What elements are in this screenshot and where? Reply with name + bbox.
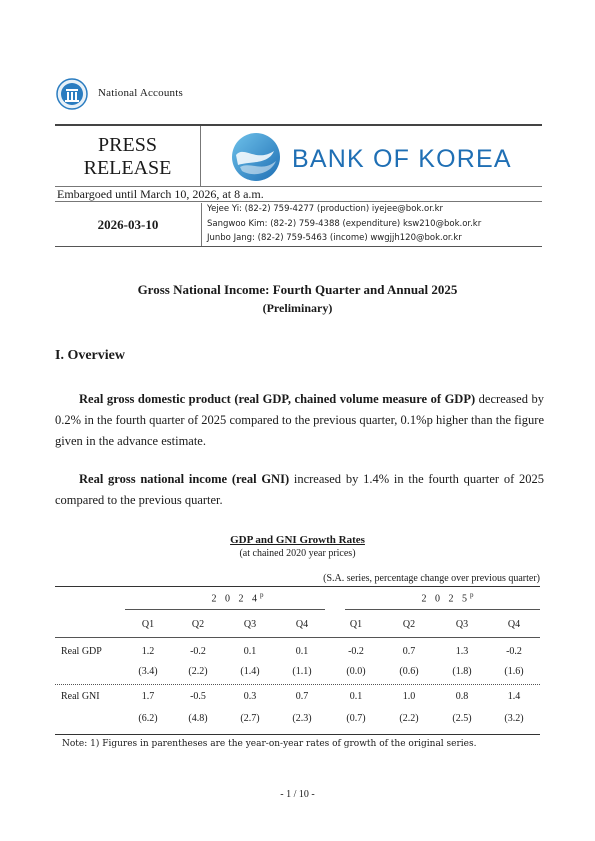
table-cell: (2.3) [292,713,312,724]
table-cell: (6.2) [138,713,158,724]
table-row [55,666,540,682]
press-release-label [55,126,201,186]
year-label: 2 0 2 4 [211,593,260,605]
paragraph-gni [55,469,544,511]
table-cell: (3.4) [138,666,158,677]
table-cell: 0.7 [402,646,416,657]
table-cell: (1.8) [452,666,472,677]
table-row [55,713,540,729]
contact-line: Sangwoo Kim: (82-2) 759-4388 (expenditure) ksw210@bok.or.kr [207,218,482,229]
contact-line: Yejee Yi: (82-2) 759-4277 (production) iyejee@bok.or.kr [207,204,444,214]
quarter-header: Q2 [191,619,205,630]
table-cell: (3.2) [504,713,524,724]
table-cell: (2.2) [399,713,419,724]
year-sup: p [260,591,264,599]
page-number: - 1 / 10 - [280,789,315,800]
table-cell: -0.2 [190,646,206,657]
embargo-line: Embargoed until March 10, 2026, at 8 a.m. [55,186,542,202]
release-date: 2026-03-10 [55,203,202,246]
section-heading: I. Overview [55,348,125,363]
document-subtitle: (Preliminary) [262,301,333,315]
table-cell: (0.7) [346,713,366,724]
year-header-2025 [360,591,535,604]
contacts-list [207,202,481,246]
table-cell: 0.1 [349,691,363,702]
table-row [55,646,540,662]
press-label-line1: PRESS [98,134,157,156]
table-cell: (1.6) [504,666,524,677]
table-cell: (1.4) [240,666,260,677]
row-label: Real GDP [61,646,102,657]
contact-line: Junbo Jang: (82-2) 759-5463 (income) wwgjjh120@bok.or.kr [207,233,462,243]
press-release-box [55,124,542,247]
quarter-header: Q3 [455,619,469,630]
paragraph-bold: Real gross domestic product (real GDP, chained volume measure of GDP) [79,392,476,406]
row-label: Real GNI [61,691,100,702]
table-cell: 0.3 [243,691,257,702]
paragraph-gdp [55,389,544,452]
quarter-header: Q1 [349,619,363,630]
table-cell: (2.7) [240,713,260,724]
section-label: National Accounts [98,87,183,99]
year-header-2024 [150,591,325,604]
paragraph-bold: Real gross national income (real GNI) [79,472,290,486]
document-title: Gross National Income: Fourth Quarter and Annual 2025 [137,282,458,297]
table-cell: 1.4 [507,691,521,702]
quarter-header-row [55,619,540,635]
press-label-line2: RELEASE [83,157,172,179]
year-label: 2 0 2 5 [421,593,470,605]
paragraph-text: decreased by 0.2% in the fourth quarter of 2025 compared to the previous quarter, 0.1%p higher than the figure given in the advance estimate. [55,392,544,448]
table-cell: (1.1) [292,666,312,677]
table-cell: (0.6) [399,666,419,677]
logo-wordmark: BANK OF KOREA [292,145,512,173]
table-unit-note: (S.A. series, percentage change over previous quarter) [323,573,540,584]
bank-of-korea-logo [230,131,530,183]
table-cell: -0.5 [190,691,206,702]
table-cell: 0.7 [295,691,309,702]
table-row [55,691,540,707]
quarter-header: Q3 [243,619,257,630]
year-sup: p [470,591,474,599]
table-cell: (4.8) [188,713,208,724]
quarter-header: Q4 [507,619,521,630]
table-cell: -0.2 [348,646,364,657]
table-title: GDP and GNI Growth Rates [230,534,365,546]
table-cell: 0.8 [455,691,469,702]
table-cell: 1.2 [141,646,155,657]
table-cell: (0.0) [346,666,366,677]
table-cell: 1.0 [402,691,416,702]
table-cell: -0.2 [506,646,522,657]
table-cell: 0.1 [243,646,257,657]
table-cell: 1.3 [455,646,469,657]
quarter-header: Q2 [402,619,416,630]
table-cell: 0.1 [295,646,309,657]
table-cell: 1.7 [141,691,155,702]
quarter-header: Q1 [141,619,155,630]
table-cell: (2.2) [188,666,208,677]
bank-seal-logo [56,78,88,110]
table-subtitle: (at chained 2020 year prices) [239,548,356,559]
quarter-header: Q4 [295,619,309,630]
table-footnote: Note: 1) Figures in parentheses are the year-on-year rates of growth of the original series. [62,739,477,749]
table-cell: (2.5) [452,713,472,724]
paragraph-text: increased by 1.4% in the fourth quarter of 2025 compared to the previous quarter. [55,472,544,507]
